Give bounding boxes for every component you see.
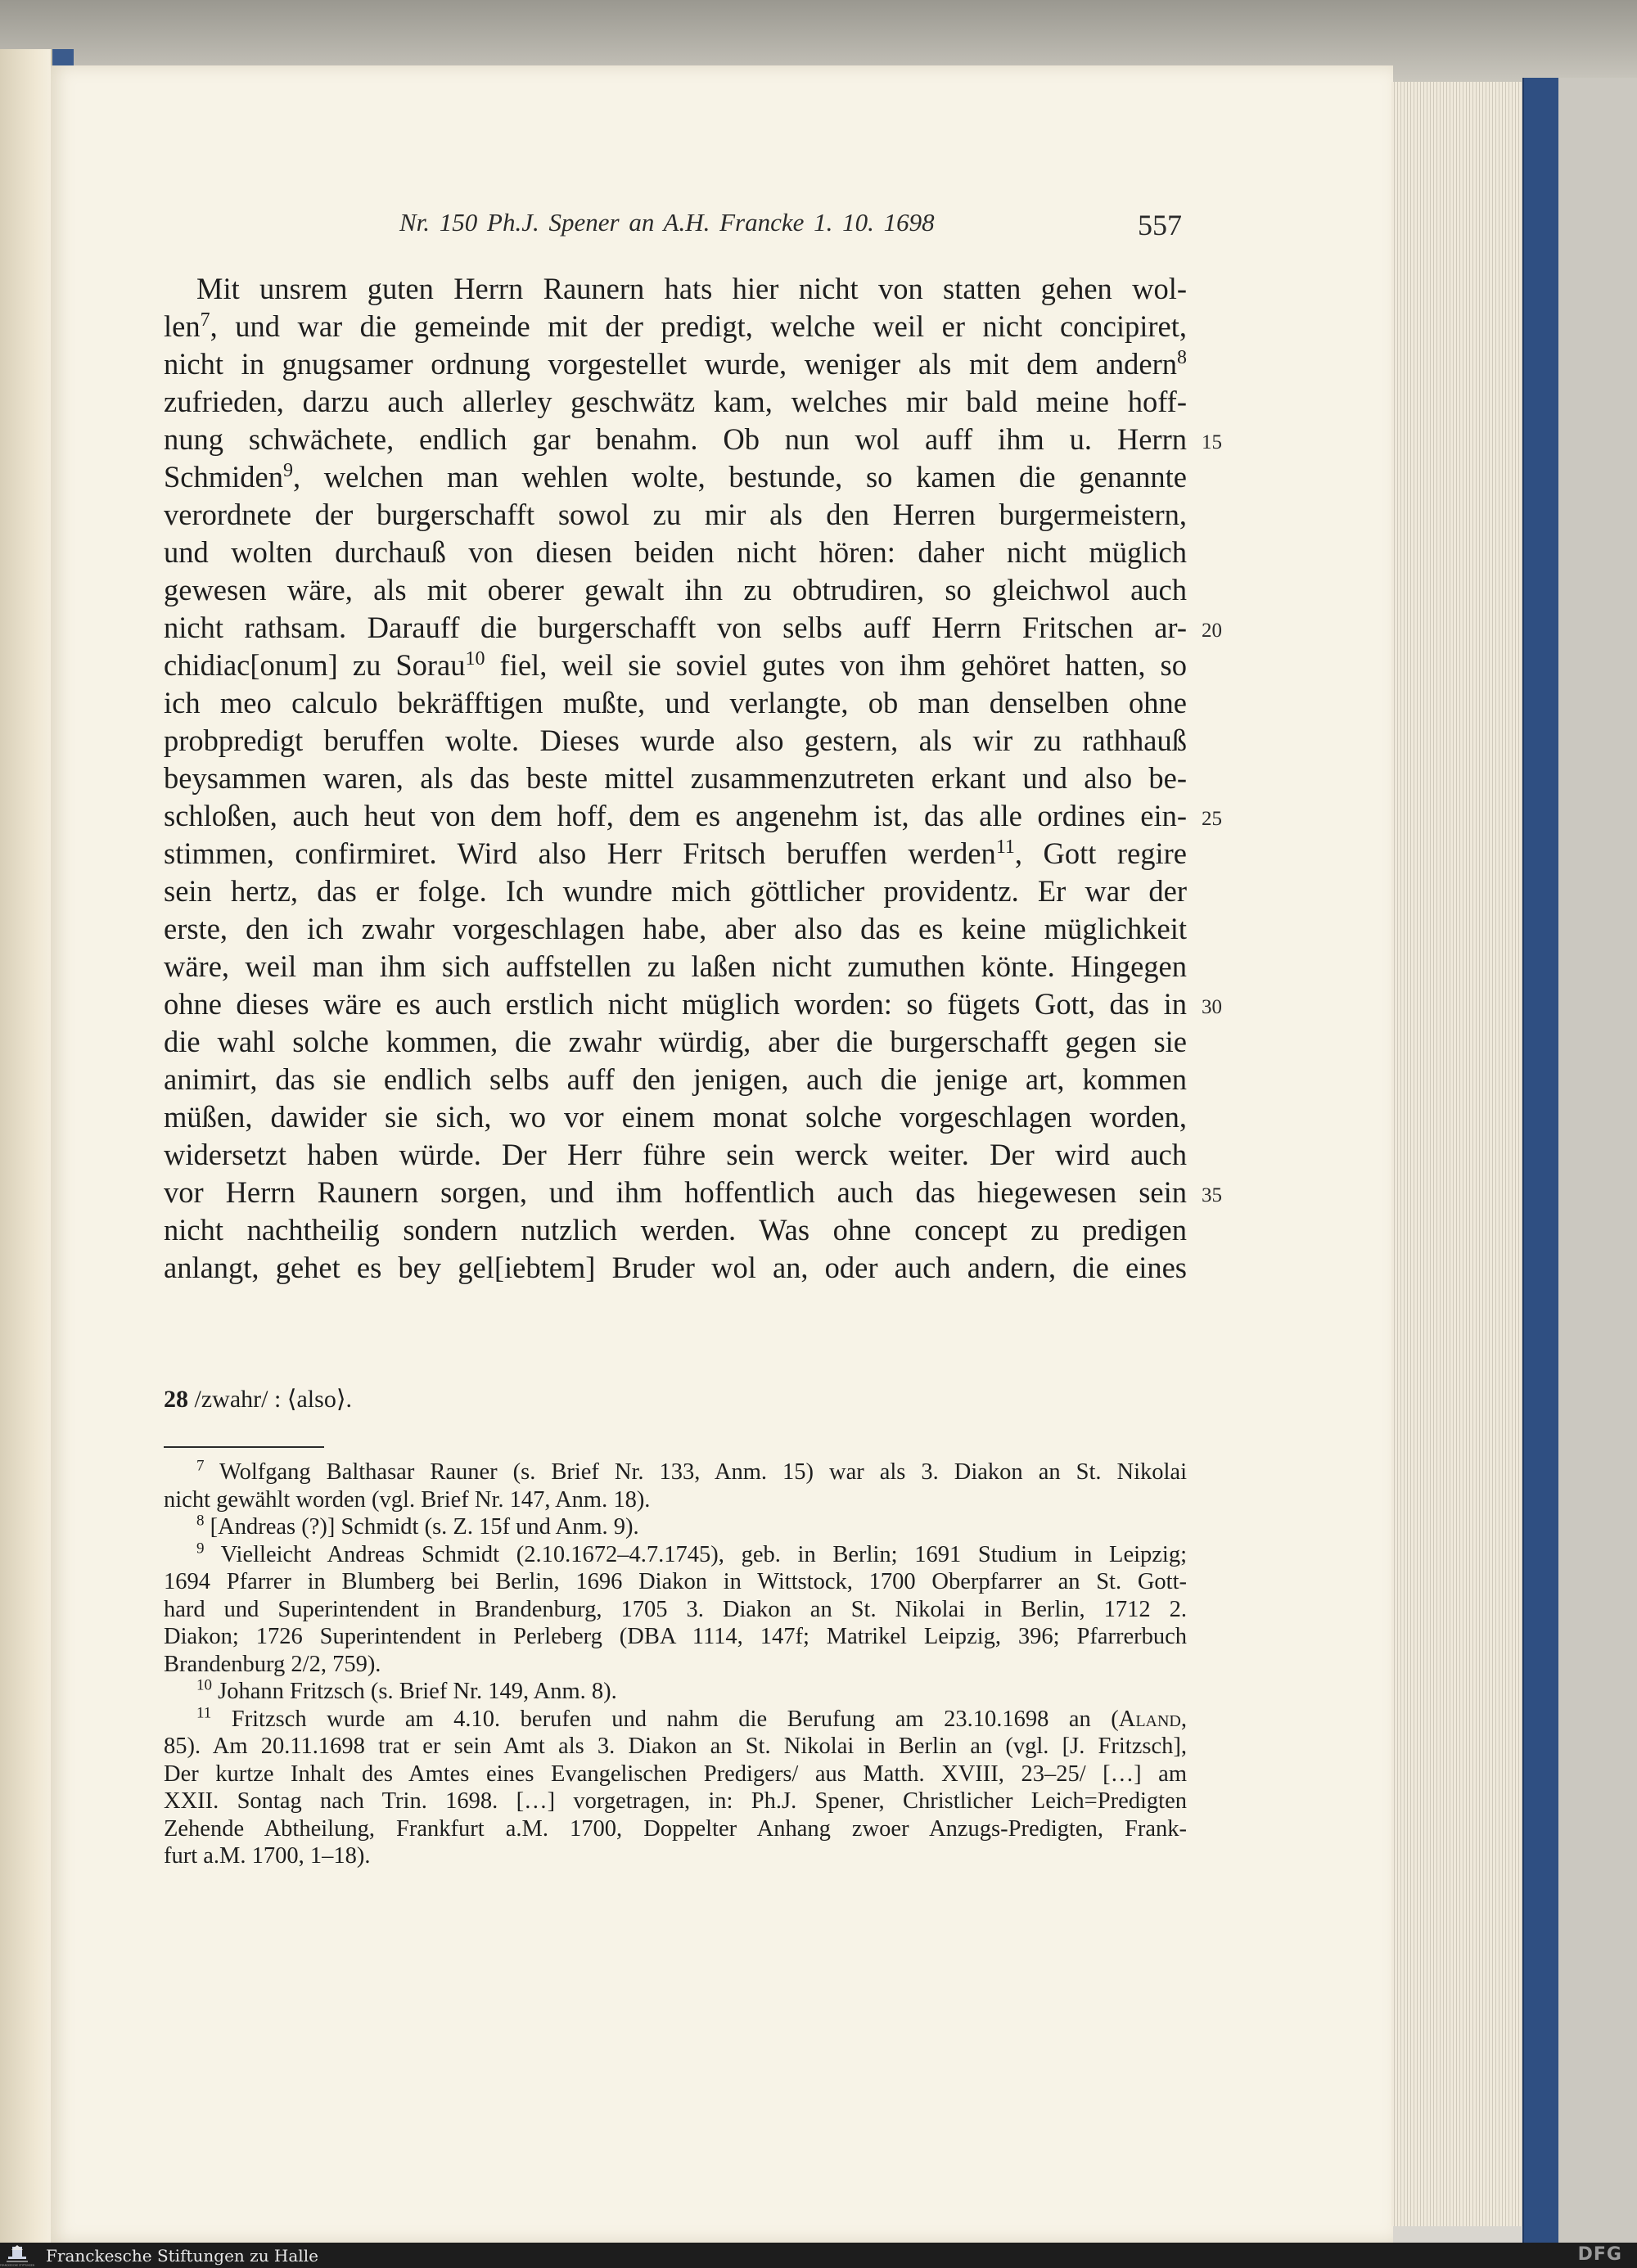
footnote-11-cont: furt a.M. 1700, 1–18).	[164, 1843, 371, 1869]
note-ref: 10	[465, 647, 485, 670]
line-number: 35	[1202, 1184, 1222, 1206]
line-number: 25	[1202, 808, 1222, 830]
body-line: wäre, weil man ihm sich auffstellen zu laßen nicht zumuthen könte. Hingegen	[164, 949, 1187, 983]
footnote-rule	[164, 1446, 324, 1448]
body-line: Schmiden$^9$, welchen man wehlen wolte, bestunde, so kamen die genannte	[164, 459, 1187, 494]
body-line: und wolten durchauß von diesen beiden nicht hören: daher nicht müglich	[164, 535, 1187, 569]
body-line: vor Herrn Raunern sorgen, und ihm hoffentlich auch das hiegewesen sein	[164, 1175, 1187, 1209]
body-line: nicht in gnugsamer ordnung vorgestellet wurde, weniger als mit dem andern$^8$	[164, 346, 1187, 381]
critical-apparatus	[164, 1385, 352, 1414]
body-line: schloßen, auch heut von dem hoff, dem es angenehm ist, das alle ordines ein-	[164, 799, 1187, 832]
footnote-11: $^{11}$ Fritzsch wurde am 4.10. berufen und nahm die Berufung am 23.10.1698 an (Aland,	[196, 1704, 1187, 1732]
note-ref: 9	[282, 459, 293, 481]
footnote-8: $^8$ [Andreas (?)] Schmidt (s. Z. 15f und Anm. 9).	[196, 1512, 639, 1540]
line-number: 15	[1202, 431, 1222, 453]
logo-caption: FRANCKESCHE STIFTUNGEN	[0, 2263, 35, 2267]
institution-logo-icon	[0, 2245, 35, 2267]
body-line: ich meo calculo bekräfftigen mußte, und verlangte, ob man denselben ohne	[164, 686, 1187, 719]
body-line: probpredigt beruffen wolte. Dieses wurde also gestern, als wir zu rathhauß	[164, 724, 1187, 757]
footnote-11-cont: Zehende Abtheilung, Frankfurt a.M. 1700, Doppelter Anhang zwoer Anzugs-Predigten, Frank-	[164, 1815, 1187, 1842]
apparatus-line-ref: 28	[164, 1386, 188, 1413]
footnotes	[164, 1459, 1187, 1870]
note-ref: 7	[200, 309, 210, 331]
body-line: erste, den ich zwahr vorgeschlagen habe, aber also das es keine müglichkeit	[164, 912, 1187, 945]
body-line: len$^7$, und war die gemeinde mit der predigt, welche weil er nicht concipiret,	[164, 309, 1187, 343]
line-number: 30	[1202, 996, 1222, 1018]
body-line: chidiac[onum] zu Sorau$^{10}$ fiel, weil sie soviel gutes von ihm gehöret hatten, so	[164, 647, 1187, 682]
body-line: ohne dieses wäre es auch erstlich nicht müglich worden: so fügets Gott, das in	[164, 987, 1187, 1021]
note-ref: 11	[995, 836, 1015, 858]
book-cover-spine	[1522, 78, 1560, 2243]
footnote-9-cont: Brandenburg 2/2, 759).	[164, 1651, 381, 1677]
body-line: anlangt, gehet es bey gel[iebtem] Bruder wol an, oder auch andern, die eines	[164, 1251, 1187, 1284]
line-number: 20	[1202, 620, 1222, 642]
footnote-7-cont: nicht gewählt worden (vgl. Brief Nr. 147, Anm. 18).	[164, 1486, 651, 1513]
footnote-9: $^9$ Vielleicht Andreas Schmidt (2.10.1672–4.7.1745), geb. in Berlin; 1691 Studium in Leipzig;	[196, 1540, 1187, 1567]
body-line: verordnete der burgerschafft sowol zu mir als den Herren burgermeistern,	[164, 498, 1187, 531]
body-line: beysammen waren, als das beste mittel zusammenzutreten erkant und also be-	[164, 761, 1187, 795]
footnote-10: $^{10}$ Johann Fritzsch (s. Brief Nr. 149, Anm. 8).	[196, 1676, 617, 1704]
footnote-9-cont: Diakon; 1726 Superintendent in Perleberg (DBA 1114, 147f; Matrikel Leipzig, 396; Pfarrerbuch	[164, 1624, 1187, 1649]
note-ref: 8	[1177, 346, 1187, 368]
body-line: widersetzt haben würde. Der Herr führe sein werck weiter. Der wird auch	[164, 1138, 1187, 1171]
footnote-9-cont: hard und Superintendent in Brandenburg, 1705 3. Diakon an St. Nikolai in Berlin, 1712 2.	[164, 1596, 1187, 1622]
body-line: die wahl solche kommen, die zwahr würdig, aber die burgerschafft gegen sie	[164, 1025, 1187, 1058]
body-line: Mit unsrem guten Herrn Raunern hats hier nicht von statten gehen wol-	[196, 272, 1187, 305]
footnote-9-cont: 1694 Pfarrer in Blumberg bei Berlin, 1696 Diakon in Wittstock, 1700 Oberpfarrer an St. Gott-	[164, 1569, 1187, 1594]
body-line: stimmen, confirmiret. Wird also Herr Fritsch beruffen werden$^{11}$, Gott regire	[164, 836, 1187, 870]
footer-institution: Franckesche Stiftungen zu Halle	[46, 2246, 318, 2266]
body-line: gewesen wäre, als mit oberer gewalt ihn zu obtrudiren, so gleichwol auch	[164, 573, 1187, 606]
footnote-11-cont: 85). Am 20.11.1698 trat er sein Amt als 3. Diakon an St. Nikolai in Berlin an (vgl. [J. Fritzsch],	[164, 1734, 1187, 1759]
letter-body	[164, 270, 1187, 1287]
body-line: sein hertz, das er folge. Ich wundre mich göttlicher providentz. Er war der	[164, 874, 1187, 908]
facing-page-edge	[0, 49, 52, 2243]
body-line: nicht nachtheilig sondern nutzlich werden. Was ohne concept zu predigen	[164, 1213, 1187, 1247]
body-line: nung schwächete, endlich gar benahm. Ob nun wol auff ihm u. Herrn	[164, 422, 1187, 456]
footnote-7: $^7$ Wolfgang Balthasar Rauner (s. Brief Nr. 133, Anm. 15) war als 3. Diakon an St. Nikolai	[196, 1457, 1187, 1485]
dfg-logo: DFG	[1577, 2244, 1622, 2265]
running-head: Nr. 150 Ph.J. Spener an A.H. Francke 1. 10. 1698	[399, 208, 935, 237]
footnote-11-cont: XXII. Sontag nach Trin. 1698. […] vorgetragen, in: Ph.J. Spener, Christlicher Leich=Predigten	[164, 1788, 1187, 1814]
page-fore-edge	[1391, 82, 1522, 2226]
body-line: nicht rathsam. Darauff die burgerschafft von selbs auff Herrn Fritschen ar-	[164, 611, 1187, 644]
scanner-background	[1558, 78, 1637, 2243]
footnote-11-cont: Der kurtze Inhalt des Amtes eines Evangelischen Predigers/ aus Matth. XVIII, 23–25/ […] am	[164, 1761, 1187, 1787]
body-line: zufrieden, darzu auch allerley geschwätz kam, welches mir bald meine hoff-	[164, 385, 1187, 418]
body-line: müßen, dawider sie sich, wo vor einem monat solche vorgeschlagen worden,	[164, 1100, 1187, 1134]
apparatus-text: /zwahr/ : ⟨also⟩.	[188, 1386, 353, 1413]
body-line: animirt, das sie endlich selbs auff den jenigen, auch die jenige art, kommen	[164, 1062, 1187, 1096]
page-number: 557	[1138, 209, 1182, 241]
